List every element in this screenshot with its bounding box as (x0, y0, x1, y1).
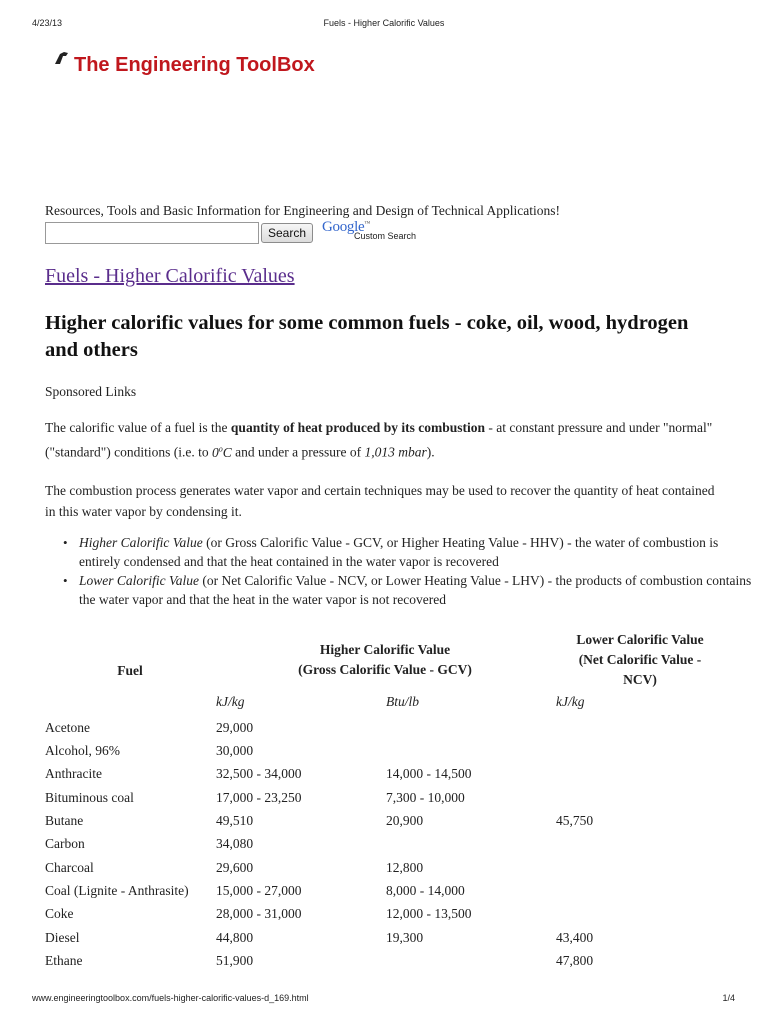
lcv-header-line1: Lower Calorific Value (576, 632, 704, 647)
search-input[interactable] (45, 222, 259, 244)
cell-hcv-kj: 29,600 (216, 860, 254, 875)
table-row (45, 813, 725, 836)
custom-search-label: Custom Search (354, 231, 417, 241)
cell-fuel: Ethane (45, 953, 83, 968)
p1-bold: quantity of heat produced by its combustion (230, 420, 485, 435)
cell-lcv-kj: 45,750 (556, 813, 594, 828)
table-row (45, 930, 725, 953)
cell-hcv-btu: 14,000 - 14,500 (386, 766, 472, 781)
p1-text-d: ). (426, 444, 435, 460)
cell-hcv-kj: 17,000 - 23,250 (216, 790, 302, 805)
table-row (45, 766, 725, 789)
unit-lcv-kj: kJ/kg (556, 694, 585, 709)
hcv-header-line1: Higher Calorific Value (319, 642, 451, 657)
col-header-fuel: Fuel (117, 663, 143, 678)
p1-text-c: and under a pressure of (231, 444, 365, 460)
cell-fuel: Bituminous coal (45, 790, 134, 805)
col-header-lcv (545, 630, 735, 690)
lcv-header-line3: NCV) (623, 672, 657, 687)
list-item (79, 571, 759, 609)
site-tagline: Resources, Tools and Basic Information for Engineering and Design of Technical Applications! (45, 203, 560, 218)
cell-hcv-kj: 30,000 (216, 743, 254, 758)
table-row (45, 860, 725, 883)
bullet-text: (or Gross Calorific Value - GCV, or Higher Heating Value - HHV) - the water of combustion is entirely condensed and that the heat contained in the water vapor is recovered (79, 535, 719, 569)
page-title-link[interactable]: Fuels - Higher Calorific Values (45, 265, 295, 287)
table-row (45, 720, 725, 743)
google-text: Google (322, 219, 365, 235)
temp-value: 0 (211, 444, 219, 460)
temp-unit: C (222, 444, 232, 460)
cell-hcv-kj: 32,500 - 34,000 (216, 766, 302, 781)
p1-text-b: - at constant pressure and under "normal" ("standard") conditions (i.e. to (45, 420, 713, 460)
temperature (212, 445, 232, 460)
cell-hcv-btu: 12,800 (386, 860, 424, 875)
cell-fuel: Charcoal (45, 860, 94, 875)
cell-fuel: Diesel (45, 930, 80, 945)
bullet-text: (or Net Calorific Value - NCV, or Lower Heating Value - LHV) - the products of combustion contains the water vapor and that the heat in the water vapor is not recovered (79, 573, 752, 607)
cell-hcv-kj: 28,000 - 31,000 (216, 906, 302, 921)
pressure-value: 1,013 mbar (364, 444, 427, 460)
bullet-term: Lower Calorific Value (79, 573, 200, 588)
hcv-header-line2: (Gross Calorific Value - GCV) (298, 662, 472, 677)
cell-fuel: Anthracite (45, 766, 102, 781)
intro-paragraph (45, 417, 725, 463)
cell-fuel: Coal (Lignite - Anthrasite) (45, 883, 189, 898)
table-row (45, 836, 725, 859)
cell-hcv-btu: 19,300 (386, 930, 424, 945)
cell-fuel: Alcohol, 96% (45, 743, 120, 758)
definitions-list (45, 533, 759, 609)
logo-text: The Engineering ToolBox (74, 54, 315, 76)
cell-hcv-kj: 34,080 (216, 836, 254, 851)
site-logo[interactable] (52, 50, 322, 76)
table-row (45, 883, 725, 906)
cell-hcv-kj: 29,000 (216, 720, 254, 735)
cell-fuel: Acetone (45, 720, 90, 735)
table-row (45, 906, 725, 929)
lcv-header-line2: (Net Calorific Value - (578, 652, 702, 667)
bullet-term: Higher Calorific Value (79, 535, 203, 550)
degree-sup: o (218, 444, 223, 453)
p1-text-a: The calorific value of a fuel is the (45, 420, 231, 435)
print-title: Fuels - Higher Calorific Values (323, 18, 445, 28)
cell-hcv-kj: 49,510 (216, 813, 254, 828)
cell-hcv-btu: 8,000 - 14,000 (386, 883, 465, 898)
unit-hcv-btu: Btu/lb (386, 694, 419, 709)
toolbox-icon (52, 50, 74, 66)
cell-fuel: Coke (45, 906, 74, 921)
col-header-hcv (250, 640, 520, 680)
print-page-number: 1/4 (722, 993, 735, 1003)
sponsored-links-label: Sponsored Links (45, 384, 137, 399)
cell-hcv-btu: 20,900 (386, 813, 424, 828)
table-row (45, 743, 725, 766)
page-headline: Higher calorific values for some common fuels - coke, oil, wood, hydrogen and others (45, 312, 689, 361)
cell-hcv-kj: 51,900 (216, 953, 254, 968)
cell-hcv-kj: 15,000 - 27,000 (216, 883, 302, 898)
table-row (45, 953, 725, 976)
print-url: www.engineeringtoolbox.com/fuels-higher-calorific-values-d_169.html (32, 993, 309, 1003)
cell-lcv-kj: 43,400 (556, 930, 594, 945)
combustion-paragraph: The combustion process generates water vapor and certain techniques may be used to recover the quantity of heat contained in this water vapor by condensing it. (45, 483, 715, 519)
cell-hcv-btu: 12,000 - 13,500 (386, 906, 472, 921)
cell-lcv-kj: 47,800 (556, 953, 594, 968)
cell-fuel: Butane (45, 813, 84, 828)
search-button[interactable]: Search (261, 223, 313, 243)
cell-hcv-btu: 7,300 - 10,000 (386, 790, 465, 805)
cell-hcv-kj: 44,800 (216, 930, 254, 945)
cell-fuel: Carbon (45, 836, 85, 851)
table-row (45, 790, 725, 813)
list-item (79, 533, 759, 571)
print-date: 4/23/13 (32, 18, 63, 28)
unit-hcv-kj: kJ/kg (216, 694, 245, 709)
trademark: ™ (364, 221, 370, 227)
